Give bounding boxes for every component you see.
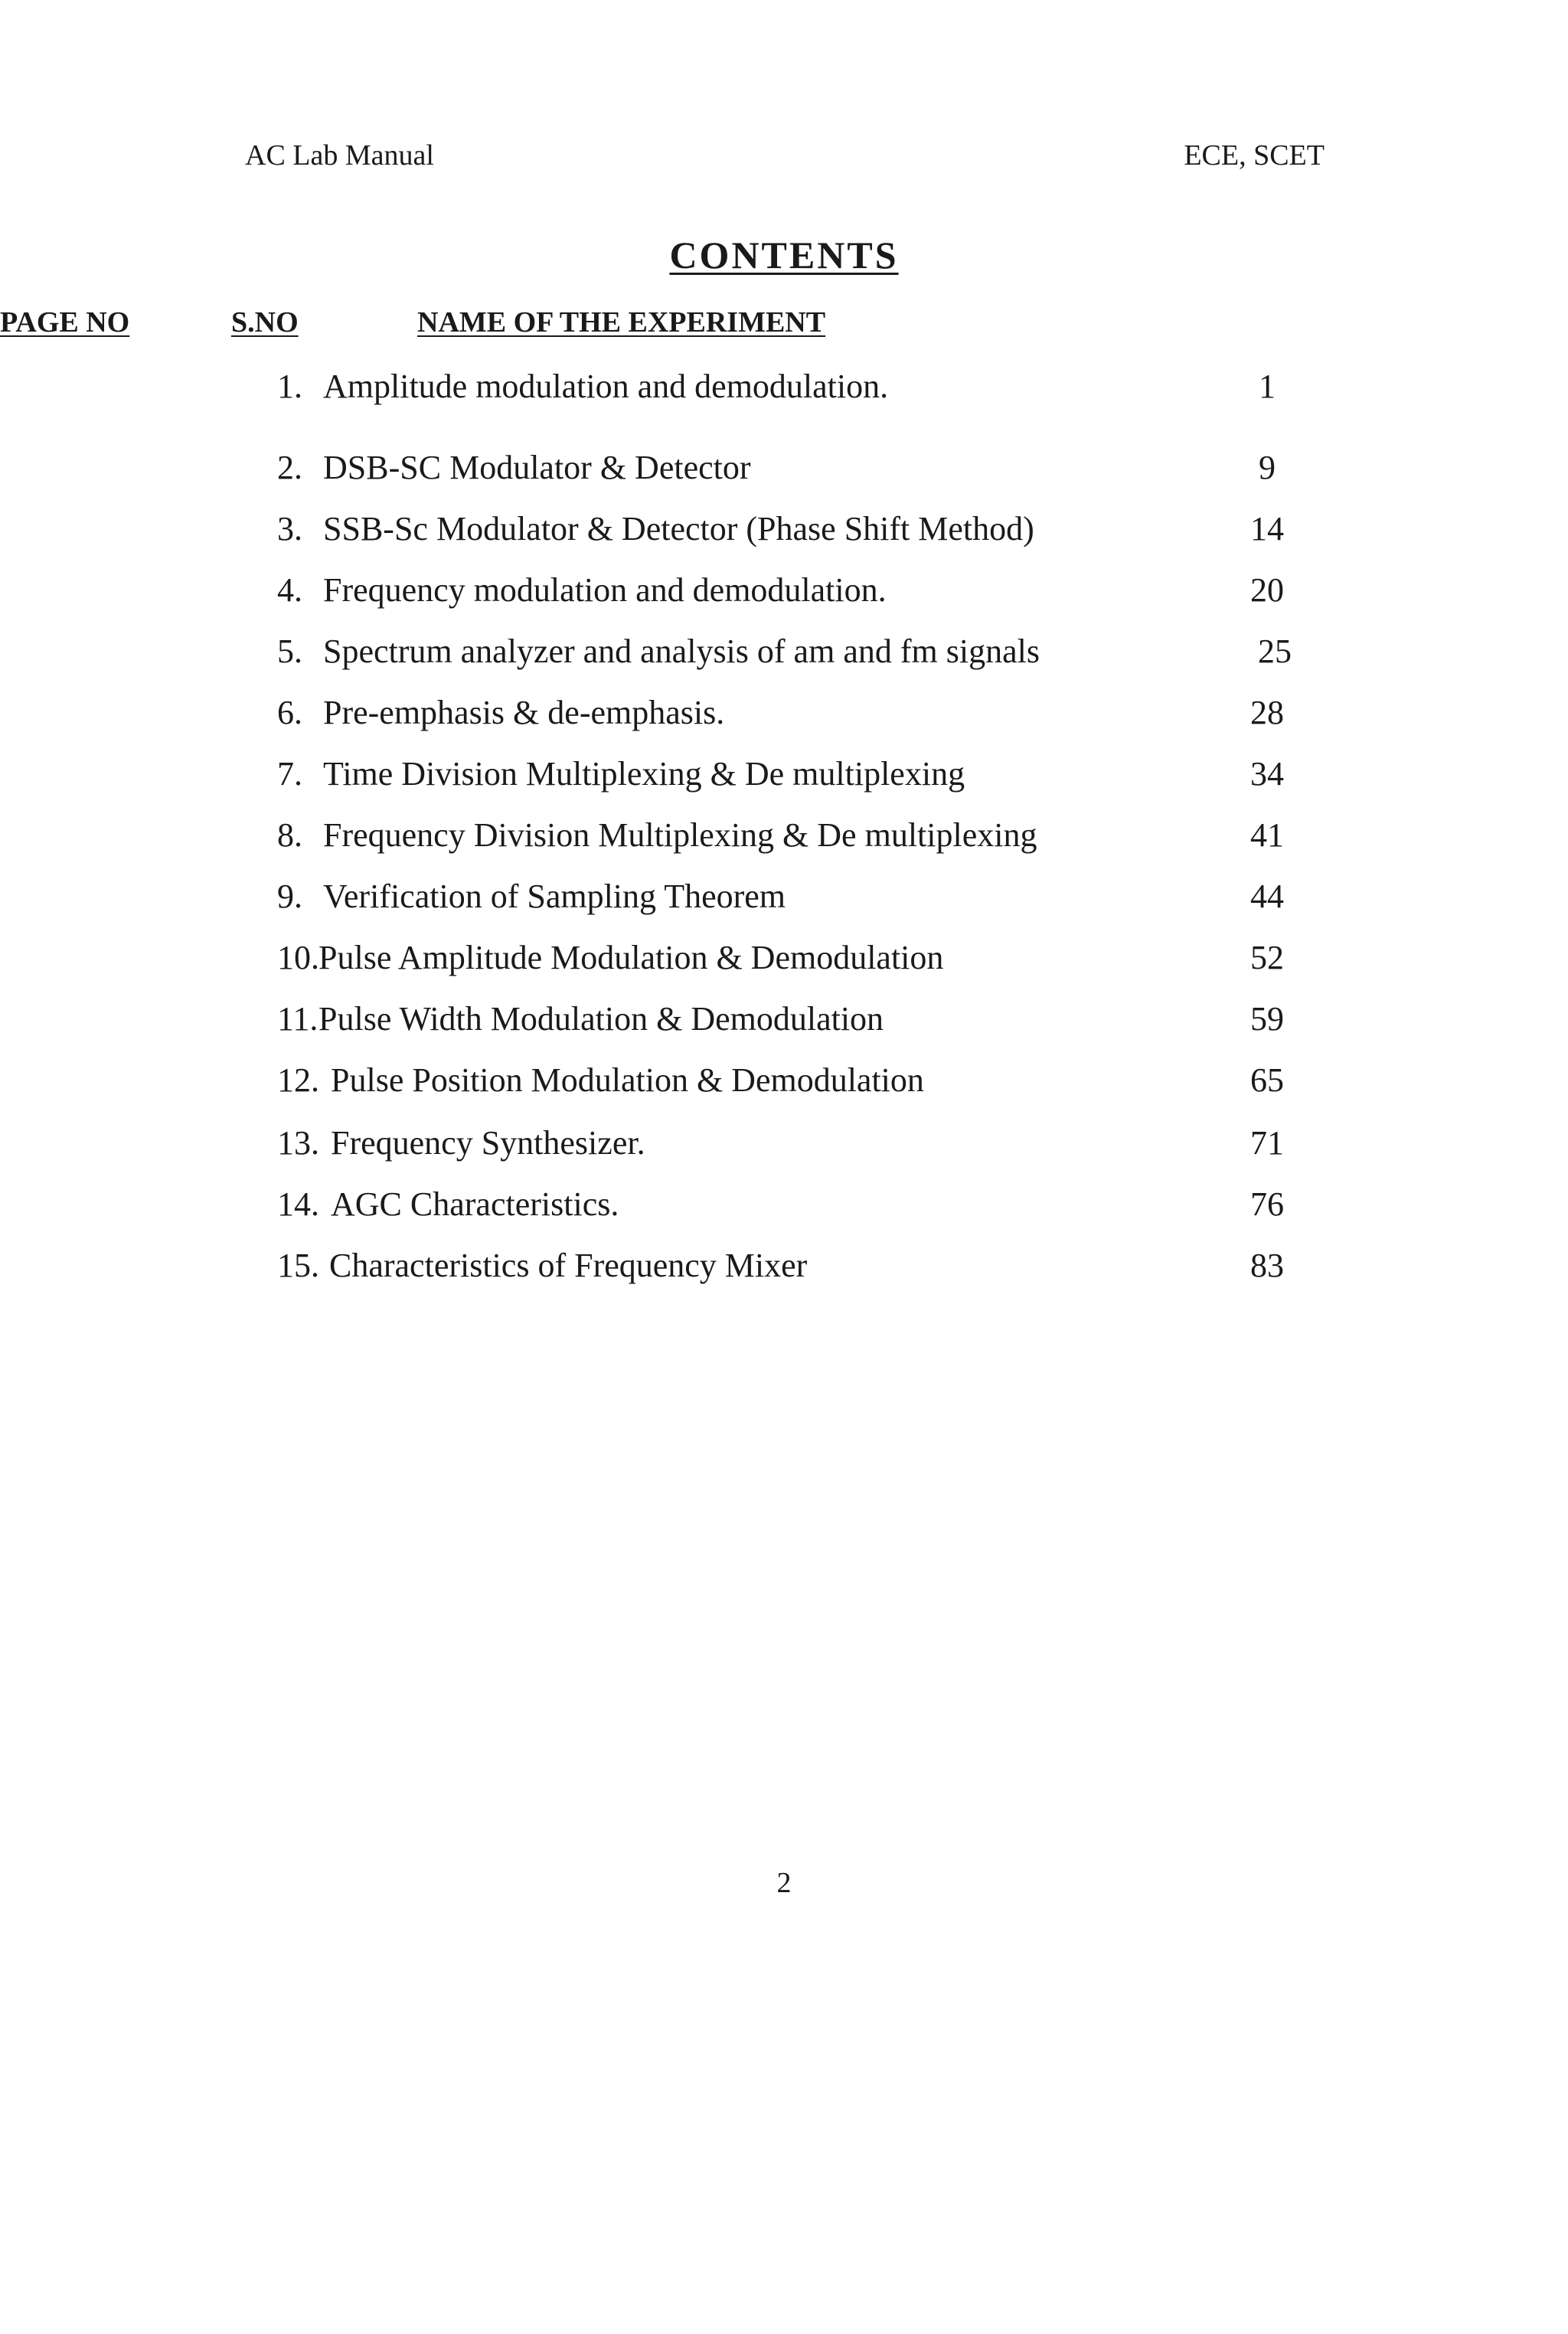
entry-page: 71	[1250, 1124, 1284, 1162]
list-item	[0, 629, 1568, 675]
list-item	[0, 751, 1568, 797]
entry-page: 28	[1250, 694, 1284, 731]
entry-title: Frequency Synthesizer.	[331, 1124, 645, 1162]
entry-number: 5.	[277, 633, 302, 670]
entry-number: 3.	[277, 510, 302, 548]
list-item	[0, 445, 1568, 491]
list-item	[0, 364, 1568, 410]
list-item	[0, 506, 1568, 552]
entry-number: 10.	[277, 939, 319, 976]
entry-number: 4.	[277, 571, 302, 609]
entry-title: Amplitude modulation and demodulation.	[323, 368, 889, 405]
entry-page: 34	[1250, 755, 1284, 793]
entry-number: 2.	[277, 449, 302, 486]
entry-page: 1	[1259, 368, 1276, 405]
entry-title: SSB-Sc Modulator & Detector (Phase Shift Method)	[323, 510, 1034, 548]
entry-page: 65	[1250, 1061, 1284, 1099]
list-item	[0, 1120, 1568, 1166]
entry-title: Pulse Width Modulation & Demodulation	[318, 1000, 884, 1038]
column-header-name: NAME OF THE EXPERIMENT	[417, 306, 826, 338]
entry-number: 7.	[277, 755, 302, 793]
entry-title: Frequency Division Multiplexing & De multiplexing	[323, 816, 1037, 854]
entry-title: DSB-SC Modulator & Detector	[323, 449, 751, 486]
entry-title: Time Division Multiplexing & De multiplexing	[323, 755, 965, 793]
entry-page: 9	[1259, 449, 1276, 486]
entry-page: 20	[1250, 571, 1284, 609]
entry-page: 59	[1250, 1000, 1284, 1038]
entry-title: Pulse Amplitude Modulation & Demodulation	[318, 939, 944, 976]
running-header-right: ECE, SCET	[1184, 139, 1325, 172]
list-item	[0, 874, 1568, 920]
entry-page: 14	[1250, 510, 1284, 548]
entry-number: 14.	[277, 1185, 319, 1223]
entry-page: 25	[1258, 633, 1292, 670]
list-item	[0, 1243, 1568, 1289]
entry-number: 15.	[277, 1247, 319, 1284]
entry-title: Pulse Position Modulation & Demodulation	[331, 1061, 924, 1099]
list-item	[0, 1182, 1568, 1227]
list-item	[0, 996, 1568, 1042]
entry-title: Pre-emphasis & de-emphasis.	[323, 694, 725, 731]
entry-number: 6.	[277, 694, 302, 731]
page-number: 2	[776, 1867, 792, 1899]
column-header-page: PAGE NO	[0, 306, 130, 338]
entry-title: AGC Characteristics.	[331, 1185, 619, 1223]
entry-number: 9.	[277, 878, 302, 915]
list-item	[0, 935, 1568, 981]
entry-number: 1.	[277, 368, 302, 405]
entry-title: Verification of Sampling Theorem	[323, 878, 786, 915]
list-item	[0, 1057, 1568, 1103]
entry-title: Spectrum analyzer and analysis of am and fm signals	[323, 633, 1040, 670]
running-header-left: AC Lab Manual	[245, 139, 434, 172]
entry-page: 41	[1250, 816, 1284, 854]
entry-page: 83	[1250, 1247, 1284, 1284]
entry-number: 11.	[277, 1000, 318, 1038]
entry-title: Frequency modulation and demodulation.	[323, 571, 887, 609]
entry-page: 76	[1250, 1185, 1284, 1223]
column-header-sno: S.NO	[231, 306, 299, 338]
list-item	[0, 690, 1568, 736]
entry-page: 52	[1250, 939, 1284, 976]
entry-page: 44	[1250, 878, 1284, 915]
entry-title: Characteristics of Frequency Mixer	[329, 1247, 808, 1284]
entry-number: 13.	[277, 1124, 319, 1162]
list-item	[0, 812, 1568, 858]
page-title: CONTENTS	[669, 234, 899, 276]
entry-number: 12.	[277, 1061, 319, 1099]
entry-number: 8.	[277, 816, 302, 854]
list-item	[0, 567, 1568, 613]
